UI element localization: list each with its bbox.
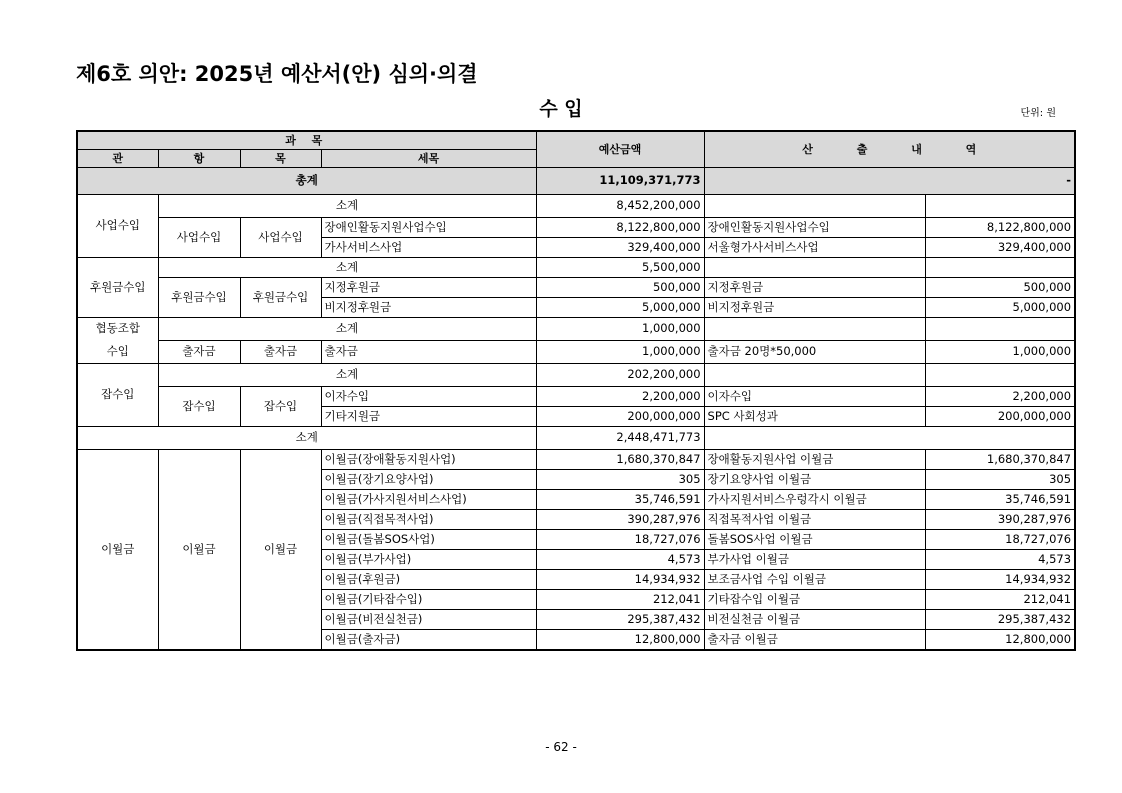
semok-cell: 이자수입 — [321, 387, 536, 407]
hang-cell: 이월금 — [158, 450, 240, 651]
detail-calc: 500,000 — [925, 278, 1075, 298]
detail-desc — [704, 258, 925, 278]
table-row — [77, 427, 1075, 450]
semok-cell: 이월금(돌봄SOS사업) — [321, 530, 536, 550]
semok-cell: 가사서비스사업 — [321, 238, 536, 258]
detail-calc: 4,573 — [925, 550, 1075, 570]
table-row — [77, 195, 1075, 218]
gwan-cell-line2: 수입 — [77, 341, 158, 364]
hang-cell: 후원금수입 — [158, 278, 240, 318]
detail-desc: 돌봄SOS사업 이월금 — [704, 530, 925, 550]
page-number: - 62 - — [545, 740, 577, 754]
subtotal-amount: 8,452,200,000 — [536, 195, 704, 218]
amount-cell: 212,041 — [536, 590, 704, 610]
amount-cell: 295,387,432 — [536, 610, 704, 630]
detail-calc: 329,400,000 — [925, 238, 1075, 258]
subtotal-amount: 202,200,000 — [536, 364, 704, 387]
table-row — [77, 341, 1075, 364]
total-amount: 11,109,371,773 — [536, 168, 704, 195]
semok-cell: 장애인활동지원사업수입 — [321, 218, 536, 238]
hang-cell: 출자금 — [158, 341, 240, 364]
detail-calc: 1,000,000 — [925, 341, 1075, 364]
amount-cell: 2,200,000 — [536, 387, 704, 407]
document-title: 제6호 의안: 2025년 예산서(안) 심의·의결 — [76, 62, 478, 86]
semok-cell: 출자금 — [321, 341, 536, 364]
table-row — [77, 387, 1075, 407]
amount-cell: 8,122,800,000 — [536, 218, 704, 238]
table-row — [77, 318, 1075, 341]
header-mok: 목 — [240, 150, 321, 168]
detail-calc: 35,746,591 — [925, 490, 1075, 510]
detail-desc: 가사지원서비스우렁각시 이월금 — [704, 490, 925, 510]
unit-label: 단위: 원 — [1020, 108, 1056, 119]
detail-calc — [925, 364, 1075, 387]
detail-calc: 14,934,932 — [925, 570, 1075, 590]
gwan-cell: 잡수입 — [77, 364, 158, 427]
header-gwamok: 과 목 — [77, 131, 536, 150]
detail-calc — [925, 195, 1075, 218]
table-row — [77, 278, 1075, 298]
detail-calc: 200,000,000 — [925, 407, 1075, 427]
detail-desc: 지정후원금 — [704, 278, 925, 298]
carryover-subtotal-detail — [704, 427, 1075, 450]
subtotal-amount: 5,500,000 — [536, 258, 704, 278]
total-row — [77, 168, 1075, 195]
amount-cell: 5,000,000 — [536, 298, 704, 318]
table-row — [77, 218, 1075, 238]
semok-cell: 비지정후원금 — [321, 298, 536, 318]
total-label: 총계 — [77, 168, 536, 195]
detail-desc: 장애활동지원사업 이월금 — [704, 450, 925, 470]
mok-cell: 이월금 — [240, 450, 321, 651]
amount-cell: 1,680,370,847 — [536, 450, 704, 470]
budget-table — [76, 130, 1076, 651]
detail-desc: 서울형가사서비스사업 — [704, 238, 925, 258]
carryover-subtotal-label: 소계 — [77, 427, 536, 450]
hang-cell: 사업수입 — [158, 218, 240, 258]
semok-cell: 이월금(직접목적사업) — [321, 510, 536, 530]
semok-cell: 이월금(기타잡수입) — [321, 590, 536, 610]
header-hang: 항 — [158, 150, 240, 168]
amount-cell: 18,727,076 — [536, 530, 704, 550]
detail-calc: 390,287,976 — [925, 510, 1075, 530]
hang-cell: 잡수입 — [158, 387, 240, 427]
detail-desc: 장기요양사업 이월금 — [704, 470, 925, 490]
amount-cell: 12,800,000 — [536, 630, 704, 651]
detail-calc: 212,041 — [925, 590, 1075, 610]
detail-desc: 직접목적사업 이월금 — [704, 510, 925, 530]
detail-calc: 18,727,076 — [925, 530, 1075, 550]
header-semok: 세목 — [321, 150, 536, 168]
amount-cell: 35,746,591 — [536, 490, 704, 510]
table-row — [77, 258, 1075, 278]
header-row-1 — [77, 131, 1075, 150]
amount-cell: 305 — [536, 470, 704, 490]
amount-cell: 4,573 — [536, 550, 704, 570]
detail-desc: 장애인활동지원사업수입 — [704, 218, 925, 238]
header-gwan: 관 — [77, 150, 158, 168]
amount-cell: 390,287,976 — [536, 510, 704, 530]
gwan-cell: 후원금수입 — [77, 258, 158, 318]
detail-desc — [704, 318, 925, 341]
detail-calc: 5,000,000 — [925, 298, 1075, 318]
detail-calc: 305 — [925, 470, 1075, 490]
semok-cell: 이월금(출자금) — [321, 630, 536, 651]
carryover-subtotal-amount: 2,448,471,773 — [536, 427, 704, 450]
total-detail: - — [704, 168, 1075, 195]
subtotal-label: 소계 — [158, 258, 536, 278]
amount-cell: 1,000,000 — [536, 341, 704, 364]
detail-desc — [704, 364, 925, 387]
gwan-cell: 사업수입 — [77, 195, 158, 258]
detail-desc: 비지정후원금 — [704, 298, 925, 318]
semok-cell: 이월금(장기요양사업) — [321, 470, 536, 490]
subtotal-label: 소계 — [158, 318, 536, 341]
table-row — [77, 364, 1075, 387]
subtotal-amount: 1,000,000 — [536, 318, 704, 341]
header-amount: 예산금액 — [536, 131, 704, 168]
table-row — [77, 450, 1075, 470]
detail-calc: 2,200,000 — [925, 387, 1075, 407]
semok-cell: 이월금(장애활동지원사업) — [321, 450, 536, 470]
detail-desc: SPC 사회성과 — [704, 407, 925, 427]
header-detail: 산 출 내 역 — [704, 131, 1075, 168]
gwan-cell-line1: 협동조합 — [77, 318, 158, 341]
semok-cell: 기타지원금 — [321, 407, 536, 427]
detail-calc: 8,122,800,000 — [925, 218, 1075, 238]
detail-desc: 보조금사업 수입 이월금 — [704, 570, 925, 590]
semok-cell: 이월금(가사지원서비스사업) — [321, 490, 536, 510]
detail-desc: 출자금 이월금 — [704, 630, 925, 651]
semok-cell: 이월금(후원금) — [321, 570, 536, 590]
detail-desc: 이자수입 — [704, 387, 925, 407]
semok-cell: 이월금(부가사업) — [321, 550, 536, 570]
detail-calc: 1,680,370,847 — [925, 450, 1075, 470]
gwan-cell: 이월금 — [77, 450, 158, 651]
detail-desc: 비전실천금 이월금 — [704, 610, 925, 630]
semok-cell: 지정후원금 — [321, 278, 536, 298]
mok-cell: 잡수입 — [240, 387, 321, 427]
detail-desc: 기타잡수입 이월금 — [704, 590, 925, 610]
semok-cell: 이월금(비전실천금) — [321, 610, 536, 630]
detail-desc: 출자금 20명*50,000 — [704, 341, 925, 364]
subtotal-label: 소계 — [158, 364, 536, 387]
detail-calc — [925, 258, 1075, 278]
amount-cell: 14,934,932 — [536, 570, 704, 590]
detail-desc: 부가사업 이월금 — [704, 550, 925, 570]
detail-calc: 295,387,432 — [925, 610, 1075, 630]
detail-calc: 12,800,000 — [925, 630, 1075, 651]
mok-cell: 사업수입 — [240, 218, 321, 258]
amount-cell: 500,000 — [536, 278, 704, 298]
mok-cell: 출자금 — [240, 341, 321, 364]
mok-cell: 후원금수입 — [240, 278, 321, 318]
section-title: 수 입 — [539, 98, 583, 120]
detail-desc — [704, 195, 925, 218]
amount-cell: 200,000,000 — [536, 407, 704, 427]
amount-cell: 329,400,000 — [536, 238, 704, 258]
subtotal-label: 소계 — [158, 195, 536, 218]
detail-calc — [925, 318, 1075, 341]
